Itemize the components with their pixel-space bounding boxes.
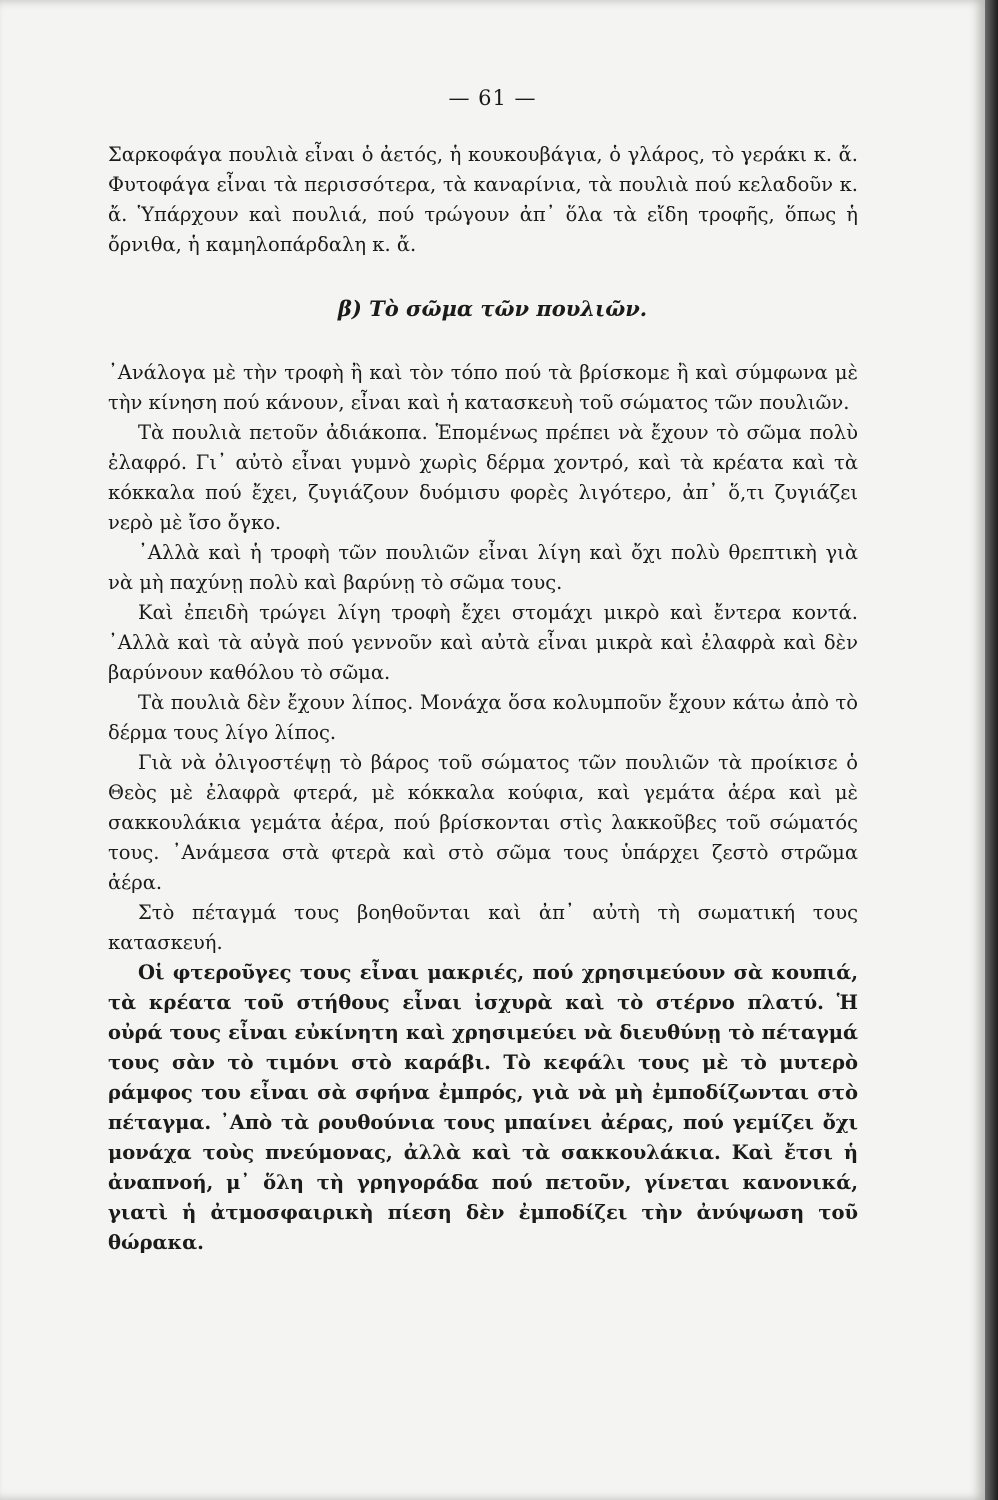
body-paragraph: ᾿Ανάλογα μὲ τὴν τροφὴ ἢ καὶ τὸν τόπο πού τὰ βρίσκομε ἢ καὶ σύμφωνα μὲ τὴν κίνηση πού κάνουν, εἶναι καὶ ἡ κατασκευὴ τοῦ σώματος τῶν πουλιῶν. — [108, 361, 858, 414]
section-title: β) Τὸ σῶμα τῶν πουλιῶν. — [337, 296, 648, 321]
body-paragraph: Οἱ φτεροῦγες τους εἶναι μακριές, πού χρησιμεύουν σὰ κουπιά, τὰ κρέατα τοῦ στήθους εἶναι ἰσχυρὰ καὶ τὸ στέρνο πλατύ. Ἡ οὐρά τους εἶναι εὐκίνητη καὶ χρησιμεύει νὰ διευθύνῃ τὸ πέταγμά τους σὰν τὸ τιμόνι στὸ καράβι. Τὸ κεφάλι τους μὲ τὸ μυτερὸ ράμφος του εἶναι σὰ σφήνα ἐμπρός, γιὰ νὰ μὴ ἐμποδίζωνται στὸ πέταγμα. ᾿Απὸ τὰ ρουθούνια τους μπαίνει ἀέρας, πού γεμίζει ὄχι μονάχα τοὺς πνεύμονας, ἀλλὰ καὶ τὰ σακκουλάκια. Καὶ ἔτσι ἡ ἀναπνοή, μ᾽ ὅλη τὴ γρηγοράδα πού πετοῦν, γίνεται κανονικά, γιατὶ ἡ ἀτμοσφαιρικὴ πίεση δὲν ἐμποδίζει τὴν ἀνύψωση τοῦ θώρακα. — [108, 961, 858, 1254]
body-paragraph: Τὰ πουλιὰ πετοῦν ἀδιάκοπα. Ἑπομένως πρέπει νὰ ἔχουν τὸ σῶμα πολὺ ἐλαφρό. Γι᾽ αὐτὸ εἶναι γυμνὸ χωρὶς δέρμα χοντρό, καὶ τὰ κρέατα καὶ τὰ κόκκαλα πού ἔχει, ζυγιάζουν δυόμισυ φορὲς λιγότερο, ἀπ᾽ ὅ,τι ζυγιάζει νερὸ μὲ ἴσο ὄγκο. — [108, 421, 858, 534]
intro-paragraph: Σαρκοφάγα πουλιὰ εἶναι ὁ ἀετός, ἡ κουκουβάγια, ὁ γλάρος, τὸ γεράκι κ. ἄ. Φυτοφάγα εἶναι τὰ περισσότερα, τὰ καναρίνια, τὰ πουλιὰ πού κελαδοῦν κ. ἄ. Ὑπάρχουν καὶ πουλιά, πού τρώγουν ἀπ᾽ ὅλα τὰ εἴδη τροφῆς, ὅπως ἡ ὄρνιθα, ἡ καμηλοπάρδαλη κ. ἄ. — [108, 143, 858, 256]
body-paragraph: ᾿Αλλὰ καὶ ἡ τροφὴ τῶν πουλιῶν εἶναι λίγη καὶ ὄχι πολὺ θρεπτικὴ γιὰ νὰ μὴ παχύνῃ πολὺ καὶ βαρύνῃ τὸ σῶμα τους. — [108, 541, 858, 594]
body-paragraph: Καὶ ἐπειδὴ τρώγει λίγη τροφὴ ἔχει στομάχι μικρὸ καὶ ἔντερα κοντά. ᾿Αλλὰ καὶ τὰ αὐγὰ πού γεννοῦν καὶ αὐτὰ εἶναι μικρὰ καὶ ἐλαφρὰ καὶ δὲν βαρύνουν καθόλου τὸ σῶμα. — [108, 601, 858, 684]
page-number: — 61 — — [448, 86, 537, 110]
section-body — [108, 358, 858, 1258]
body-paragraph: Τὰ πουλιὰ δὲν ἔχουν λίπος. Μονάχα ὅσα κολυμποῦν ἔχουν κάτω ἀπὸ τὸ δέρμα τους λίγο λίπος. — [108, 691, 858, 744]
body-paragraph: Στὸ πέταγμά τους βοηθοῦνται καὶ ἀπ᾽ αὐτὴ τὴ σωματική τους κατασκευή. — [108, 901, 858, 954]
body-paragraph: Γιὰ νὰ ὀλιγοστέψῃ τὸ βάρος τοῦ σώματος τῶν πουλιῶν τὰ προίκισε ὁ Θεὸς μὲ ἐλαφρὰ φτερά, μὲ κόκκαλα κούφια, καὶ γεμάτα ἀέρα καὶ μὲ σακκουλάκια γεμάτα ἀέρα, πού βρίσκονται στὶς λακκοῦβες τοῦ σώματός τους. ᾿Ανάμεσα στὰ φτερὰ καὶ στὸ σῶμα τους ὑπάρχει ζεστὸ στρῶμα ἀέρα. — [108, 751, 858, 894]
page-edge-shadow — [985, 0, 998, 1500]
intro-text — [108, 140, 858, 260]
